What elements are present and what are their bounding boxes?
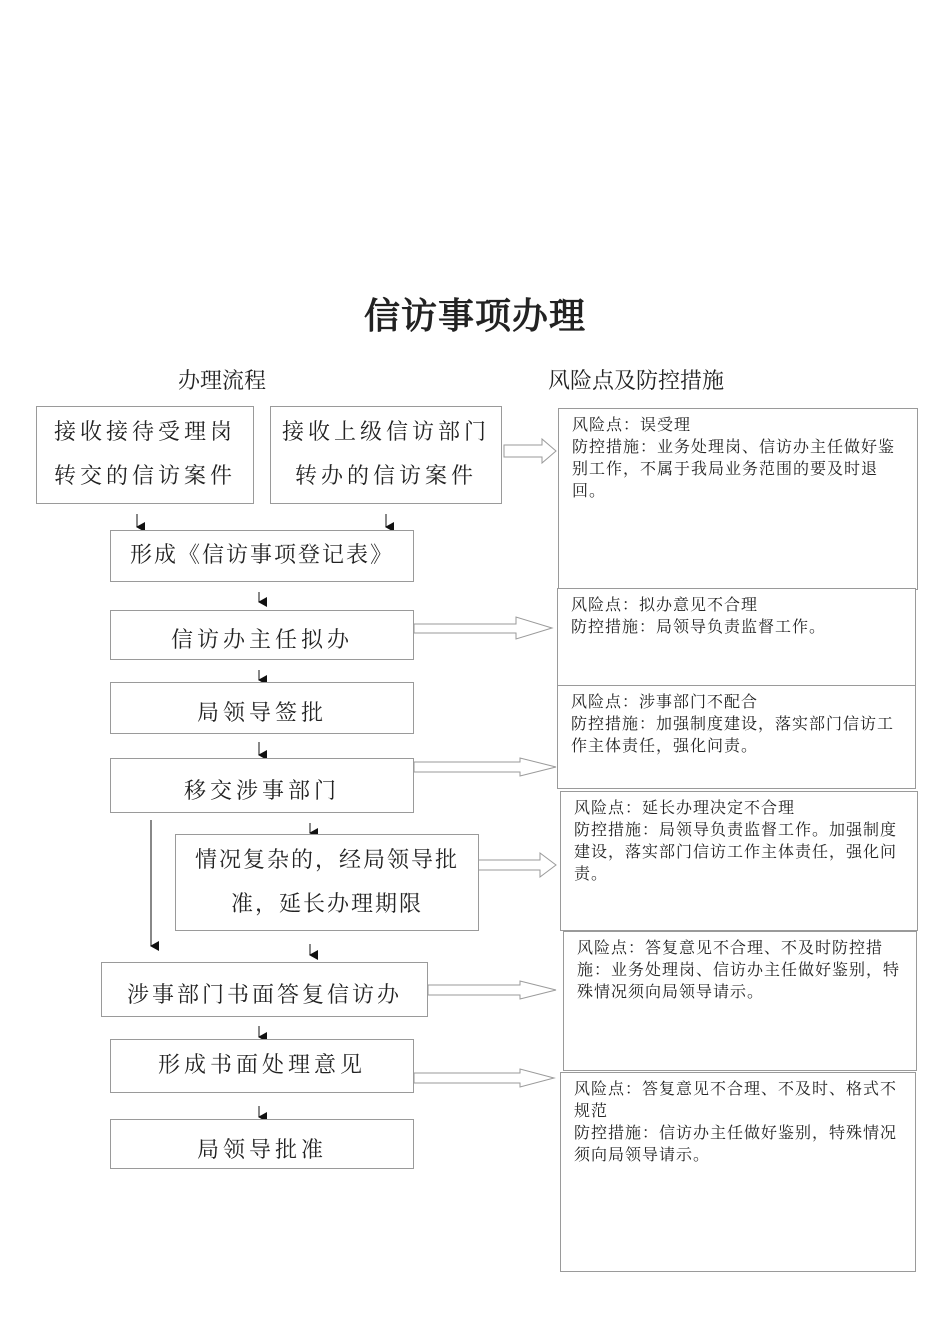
- risk-box-5: [563, 931, 917, 1071]
- risk-box-6: [560, 1072, 916, 1272]
- step-register: [110, 530, 414, 582]
- risk-measure: 防控措施：局领导负责监督工作。: [571, 617, 827, 636]
- step-approve-label: 局领导签批: [196, 701, 327, 726]
- risk-measure: 防控措施：局领导负责监督工作。加强制度建设，落实部门信访工作主体责任，强化问责。: [574, 820, 898, 883]
- risk-box-1: [558, 408, 918, 590]
- risk-arrow-4: [478, 853, 556, 877]
- risk-box-2: [557, 588, 916, 686]
- step-final: [110, 1119, 414, 1169]
- source-a-line-1: 接收接待受理岗: [53, 420, 236, 445]
- step-extend: [175, 834, 479, 931]
- risk-arrow-1: [504, 439, 556, 463]
- risk-point: 风险点：涉事部门不配合: [571, 692, 759, 711]
- source-box-reception: [36, 406, 254, 504]
- risk-arrow-6: [414, 1069, 554, 1087]
- step-extend-line-2: 准，延长办理期限: [230, 891, 423, 917]
- risk-box-4: [560, 791, 918, 931]
- risk-point: 风险点：答复意见不合理、不及时、格式不规范: [574, 1079, 898, 1120]
- step-approve: [110, 682, 414, 734]
- step-extend-line-1: 情况复杂的，经局领导批: [194, 847, 459, 873]
- step-opinion: [110, 1039, 414, 1093]
- risk-arrow-2: [414, 617, 552, 639]
- risk-box-3: [557, 685, 916, 789]
- source-b-line-2: 转办的信访案件: [294, 464, 477, 489]
- risk-arrow-5: [428, 981, 556, 999]
- risk-point: 风险点：答复意见不合理、不及时防控措施：业务处理岗、信访办主任做好鉴别，特殊情况须向局领导请示。: [577, 938, 901, 1001]
- page-title: 信访事项办理: [363, 295, 586, 337]
- risk-point: 风险点：延长办理决定不合理: [574, 798, 796, 817]
- step-draft-label: 信访办主任拟办: [170, 628, 353, 653]
- risk-point: 风险点：拟办意见不合理: [571, 595, 759, 614]
- risk-point: 风险点：误受理: [572, 415, 692, 434]
- step-reply-label: 涉事部门书面答复信访办: [126, 982, 402, 1008]
- step-reply: [101, 962, 428, 1017]
- risk-measure: 防控措施：业务处理岗、信访办主任做好鉴别工作，不属于我局业务范围的要及时退回。: [572, 437, 896, 500]
- source-box-superior: [270, 406, 502, 504]
- source-a-line-2: 转交的信访案件: [53, 464, 236, 489]
- step-transfer: [110, 758, 414, 813]
- step-register-label: 形成《信访事项登记表》: [129, 543, 394, 568]
- source-b-line-1: 接收上级信访部门: [281, 420, 490, 445]
- risk-measure: 防控措施：信访办主任做好鉴别，特殊情况须向局领导请示。: [574, 1123, 898, 1164]
- risk-measure: 防控措施：加强制度建设，落实部门信访工作主体责任，强化问责。: [571, 714, 895, 755]
- flow-column-header: 办理流程: [178, 369, 267, 394]
- step-transfer-label: 移交涉事部门: [183, 778, 340, 804]
- risk-column-header: 风险点及防控措施: [548, 369, 725, 394]
- step-draft: [110, 610, 414, 660]
- step-opinion-label: 形成书面处理意见: [157, 1053, 366, 1078]
- step-final-label: 局领导批准: [196, 1138, 327, 1163]
- risk-arrow-3: [414, 758, 556, 776]
